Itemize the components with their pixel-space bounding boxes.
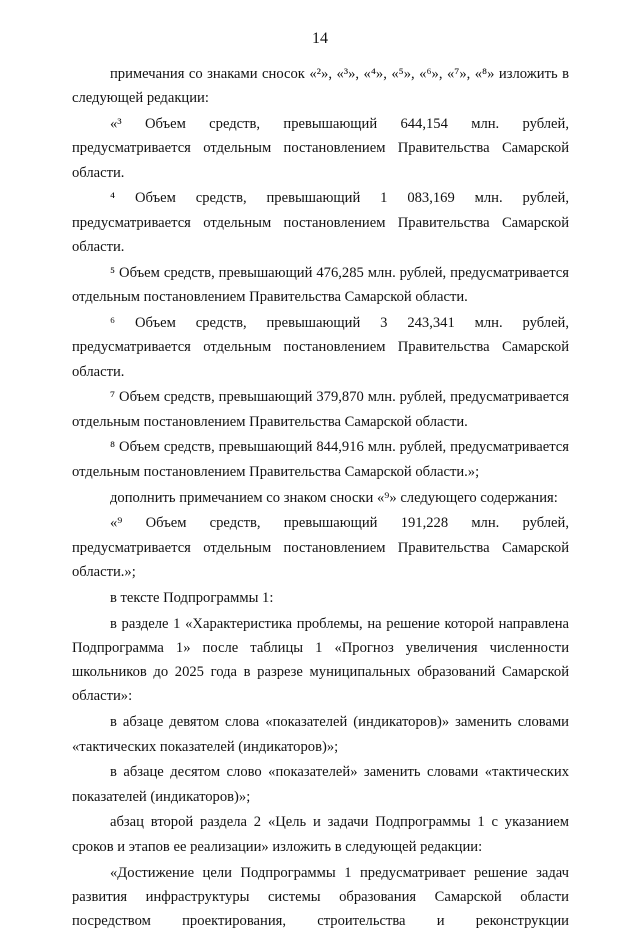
page-number: 14 xyxy=(0,30,640,48)
paragraph-footnote-4: ⁴ Объем средств, превышающий 1 083,169 млн. рублей, предусматривается отдельным постановлением Правительства Самарской области. xyxy=(72,186,569,259)
paragraph-abzac-10: в абзаце десятом слово «показателей» заменить словами «тактических показателей (индикаторов)»; xyxy=(72,760,569,809)
paragraph-goal-achievement: «Достижение цели Подпрограммы 1 предусматривает решение задач развития инфраструктуры системы образования Самарской области посредством проектирования, строительства и реконструкции xyxy=(72,861,569,933)
paragraph-footnote-7: ⁷ Объем средств, превышающий 379,870 млн. рублей, предусматривается отдельным постановлением Правительства Самарской области. xyxy=(72,385,569,434)
paragraph-subprogram-1: в тексте Подпрограммы 1: xyxy=(72,586,569,610)
paragraph-section-1: в разделе 1 «Характеристика проблемы, на решение которой направлена Подпрограмма 1» после таблицы 1 «Прогноз увеличения численности школьников до 2025 года в разрезе муниципальных образований Самарской области»: xyxy=(72,612,569,709)
paragraph-section-2: абзац второй раздела 2 «Цель и задачи Подпрограммы 1 с указанием сроков и этапов ее реализации» изложить в следующей редакции: xyxy=(72,810,569,859)
paragraph-footnote-5: ⁵ Объем средств, превышающий 476,285 млн. рублей, предусматривается отдельным постановлением Правительства Самарской области. xyxy=(72,261,569,310)
paragraph-footnote-marks-intro: примечания со знаками сносок «²», «³», «⁴», «⁵», «⁶», «⁷», «⁸» изложить в следующей редакции: xyxy=(72,62,569,111)
paragraph-footnote-3: «³ Объем средств, превышающий 644,154 млн. рублей, предусматривается отдельным постановлением Правительства Самарской области. xyxy=(72,112,569,185)
paragraph-footnote-9: «⁹ Объем средств, превышающий 191,228 млн. рублей, предусматривается отдельным постановлением Правительства Самарской области.»; xyxy=(72,511,569,584)
paragraph-add-footnote-9: дополнить примечанием со знаком сноски «⁹» следующего содержания: xyxy=(72,486,569,510)
paragraph-abzac-9: в абзаце девятом слова «показателей (индикаторов)» заменить словами «тактических показателей (индикаторов)»; xyxy=(72,710,569,759)
document-body xyxy=(72,62,569,933)
paragraph-footnote-6: ⁶ Объем средств, превышающий 3 243,341 млн. рублей, предусматривается отдельным постановлением Правительства Самарской области. xyxy=(72,311,569,384)
paragraph-footnote-8: ⁸ Объем средств, превышающий 844,916 млн. рублей, предусматривается отдельным постановлением Правительства Самарской области.»; xyxy=(72,435,569,484)
